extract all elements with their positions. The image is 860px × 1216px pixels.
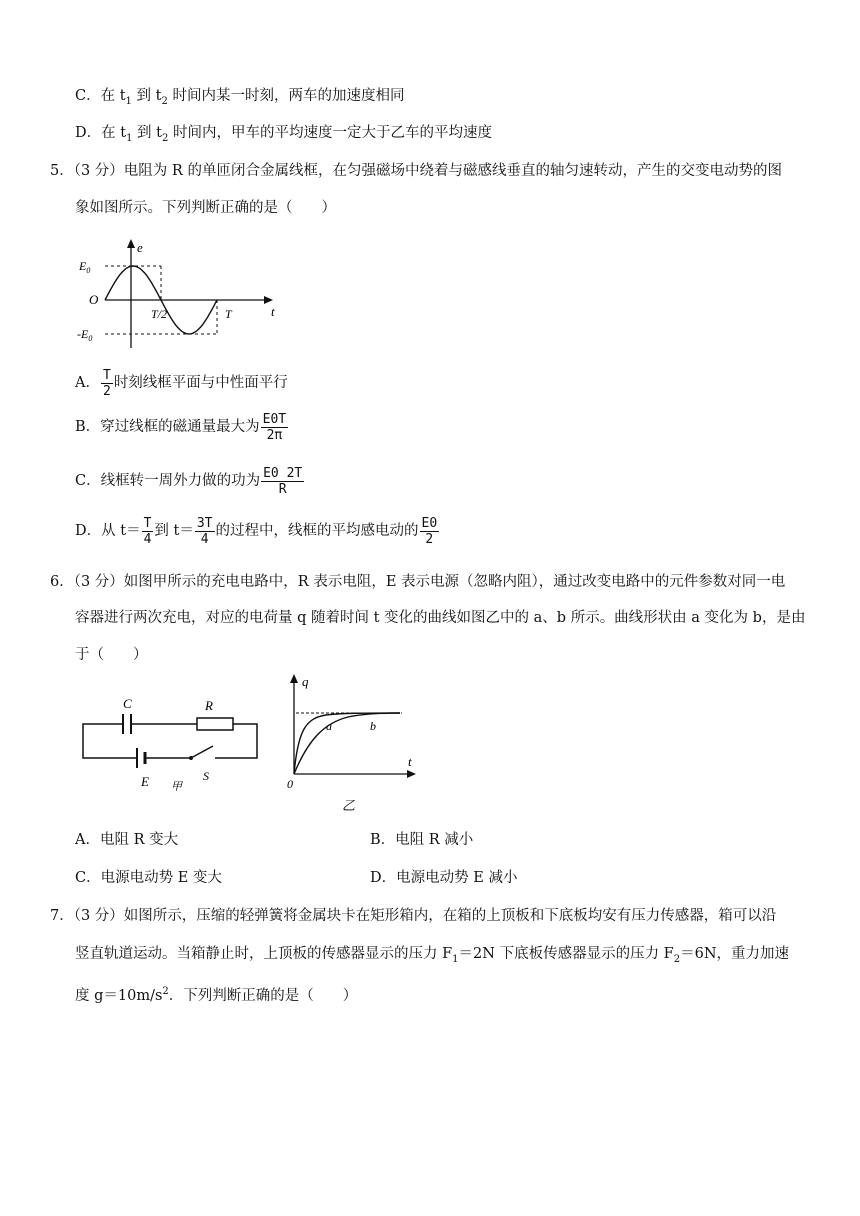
q6-circuit-diagram [75, 690, 265, 800]
q7-stem-line2: 竖直轨道运动。当箱静止时，上顶板的传感器显示的压力 $F_1=2N$ 下底板传感器显示的压力 $F_2=6N$，重力加速 [75, 946, 790, 965]
q6-option-d: D．电源电动势 E 减小 [370, 870, 518, 886]
q6-curve-b-label: b [370, 719, 376, 733]
q6-option-a: A．电阻 R 变大 [75, 832, 179, 848]
q5-option-a: A． $\frac{T}{2}$ 时刻线框平面与中性面平行 [75, 367, 288, 399]
q5-origin-label: O [89, 292, 99, 307]
q5-t-full-label: T [225, 307, 232, 321]
q6-switch-label: S [203, 769, 209, 783]
svg-text:-E0 [77, 327, 92, 343]
q5-stem-line1: 5．（3 分）电阻为 R 的单匝闭合金属线框，在匀强磁场中绕着与磁感线垂直的轴匀速转动，产生的交变电动势的图 [50, 163, 782, 179]
q6-x-label: t [408, 754, 412, 769]
q5-neg-e0-sub: 0 [88, 334, 93, 343]
q5-neg-e0-label: -E [77, 327, 89, 341]
q5-y-label: e [137, 240, 143, 255]
q6-charge-graph [282, 668, 432, 818]
q5-option-b: B．穿过线框的磁通量最大为 $\frac{E0T}{2\pi}$ [75, 411, 287, 443]
q6-resistor-label: R [205, 698, 213, 713]
q5-e0-label: E [79, 259, 87, 273]
q4-option-c: C．在 $t_1$ 到 $t_2$ 时间内某一时刻，两车的加速度相同 [75, 88, 405, 107]
q4-option-d: D．在 $t_1$ 到 $t_2$ 时间内，甲车的平均速度一定大于乙车的平均速度 [75, 125, 492, 144]
q6-origin-label: 0 [287, 777, 293, 791]
q6-stem-line1: 6．（3 分）如图甲所示的充电电路中，R 表示电阻，E 表示电源（忽略内阻），通过改变电路中的元件参数对同一电 [50, 574, 786, 590]
q6-emf-label: E [141, 774, 149, 789]
q6-y-label: q [302, 674, 309, 689]
q5-stem-line2: 象如图所示。下列判断正确的是（ ） [75, 200, 336, 216]
q5-e0-sub: 0 [86, 266, 91, 275]
q5-x-label: t [271, 304, 275, 319]
q6-stem-line3: 于（ ） [75, 647, 148, 663]
q5-emf-graph [75, 236, 285, 356]
q7-stem-line1: 7．（3 分）如图所示，压缩的轻弹簧将金属块卡在矩形箱内，在箱的上顶板和下底板均安有压力传感器，箱可以沿 [50, 908, 777, 924]
q6-graph-caption: 乙 [342, 798, 356, 813]
q5-option-c: C．线框转一周外力做的功为 $\frac{E0 2T}{R}$ [75, 465, 303, 497]
q6-option-c: C．电源电动势 E 变大 [75, 870, 222, 886]
q6-stem-line2: 容器进行两次充电，对应的电荷量 q 随着时间 t 变化的曲线如图乙中的 a、b 所示。曲线形状由 a 变化为 b，是由 [75, 610, 806, 626]
q6-curve-a-label: a [326, 719, 332, 733]
q6-capacitor-label: C [123, 696, 132, 711]
svg-text:E0 [78, 259, 90, 275]
q5-option-d: D．从 t＝ $\frac{T}{4}$ 到 t＝ $\frac{3T}{4}$ 的过程中，线框的平均感电动的 $\frac{E0}{2}$ [75, 515, 438, 547]
q6-circuit-caption: 甲 [171, 781, 182, 793]
q6-option-b: B．电阻 R 减小 [370, 832, 474, 848]
q5-t-half-label: T/2 [151, 307, 168, 321]
q7-stem-line3: 度 $g=10m/s^2$．下列判断正确的是（ ） [75, 986, 358, 1004]
